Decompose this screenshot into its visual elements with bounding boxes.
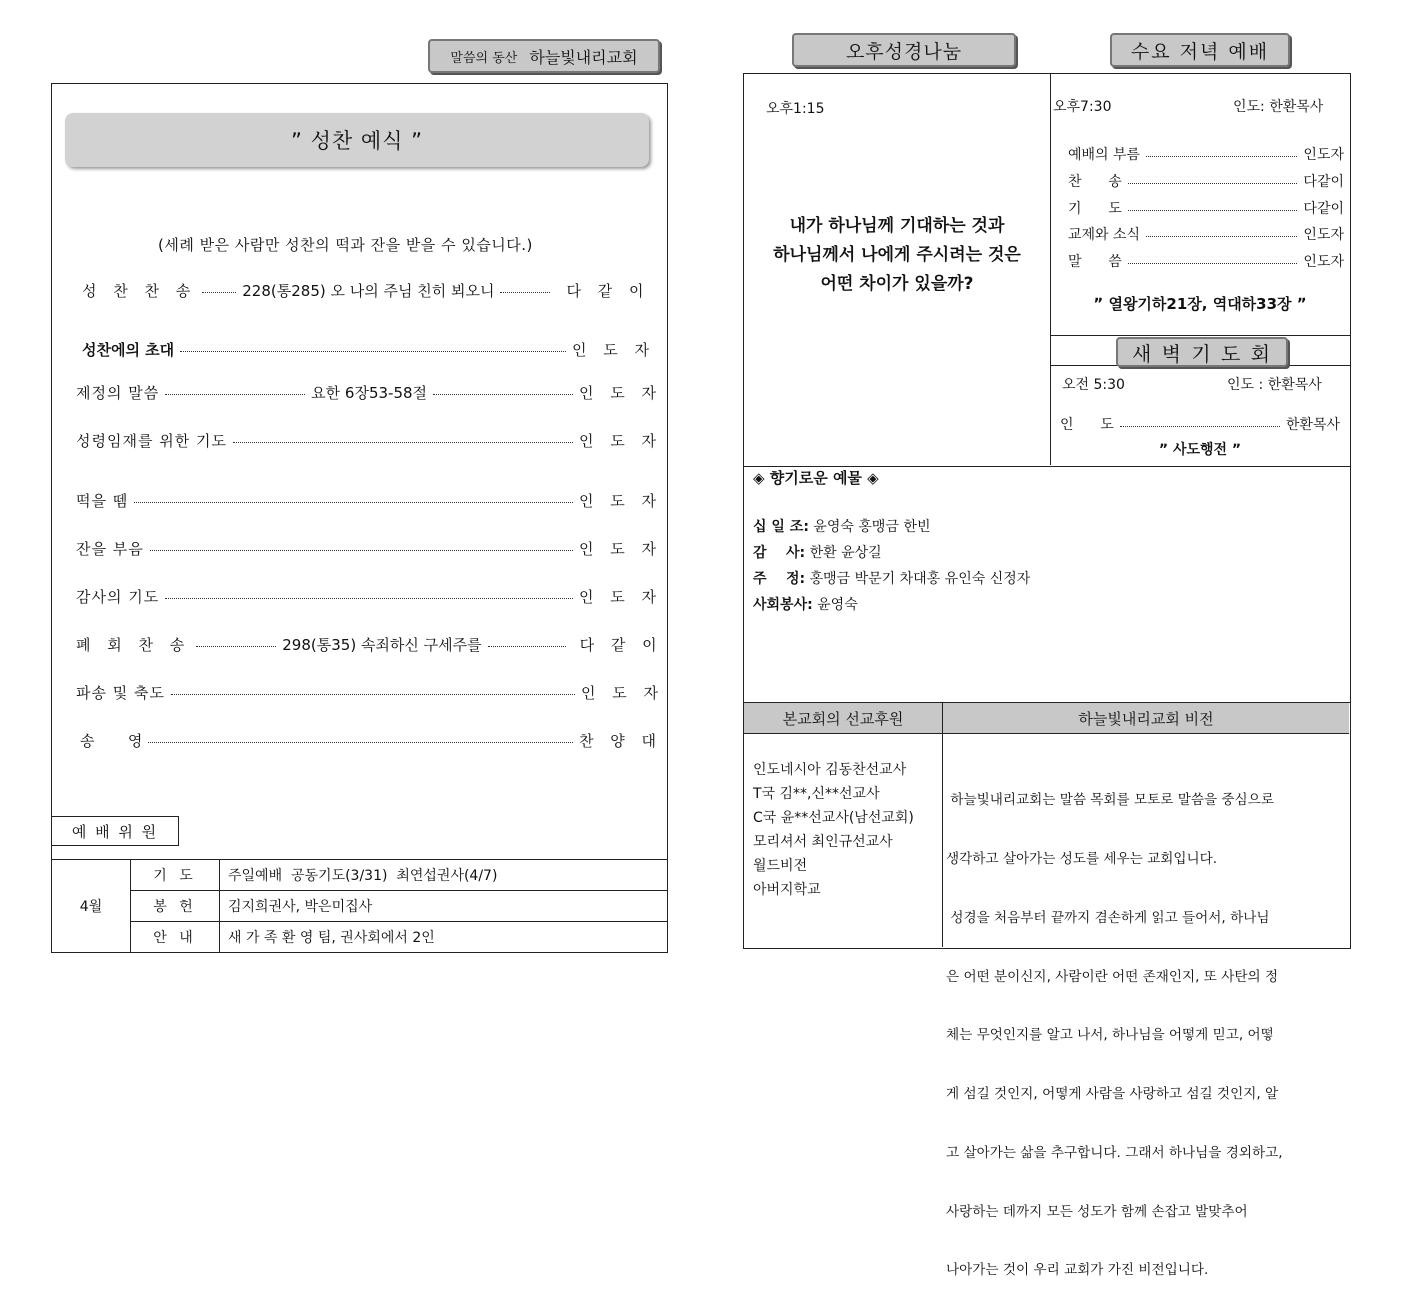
question-line: 내가 하나님께 기대하는 것과 xyxy=(789,216,1005,236)
list-item: 모리셔서 최인규선교사 xyxy=(753,834,893,850)
order-row-benediction xyxy=(76,682,664,703)
dawn-row xyxy=(1060,414,1340,434)
order-middle: 298(통35) 속죄하신 구세주를 xyxy=(282,636,482,654)
question-line: 어떤 차이가 있을까? xyxy=(820,274,974,294)
vision-line: 하늘빛내리교회는 말씀 목회를 모토로 말씀을 중심으로 xyxy=(946,792,1274,809)
missions-vision-divider xyxy=(942,733,943,947)
dawn-prayer-tag xyxy=(1116,337,1288,367)
order-label: 말 씀 xyxy=(1068,254,1122,270)
leader-dots xyxy=(180,351,566,352)
order-right: 인도자 xyxy=(1303,147,1344,163)
committee-month: 4월 xyxy=(52,860,131,953)
order-label: 성찬에의 초대 xyxy=(82,341,175,359)
order-label: 떡을 뗌 xyxy=(76,492,129,510)
wed-order-row xyxy=(1068,171,1344,191)
vision-text xyxy=(946,752,1346,1301)
vision-line: 사랑하는 데까지 모든 성도가 함께 손잡고 발맞추어 xyxy=(946,1203,1248,1220)
wednesday-service-tag xyxy=(1110,33,1290,67)
order-right: 인 도 자 xyxy=(578,492,662,510)
leader-dots xyxy=(134,502,573,503)
committee-value: 주일예배 공동기도(3/31) 최연섭권사(4/7) xyxy=(220,860,668,891)
leader-dots xyxy=(165,394,305,395)
dawn-time: 오전 5:30 xyxy=(1062,377,1125,393)
leader-dots xyxy=(150,550,573,551)
order-row-bread xyxy=(76,490,662,511)
leader-dots xyxy=(1146,156,1297,157)
leader-dots xyxy=(488,646,566,647)
vision-line: 게 섬길 것인지, 어떻게 사람을 사랑하고 섬길 것인지, 알 xyxy=(946,1086,1279,1103)
wed-order-row xyxy=(1068,198,1344,218)
order-right: 인도자 xyxy=(1303,227,1344,243)
committee-label-box xyxy=(51,816,179,846)
missions-header-text: 본교회의 선교후원 xyxy=(782,709,904,728)
leader-dots xyxy=(202,292,236,293)
order-row-thanksgiving xyxy=(76,586,662,607)
church-header-tag xyxy=(428,39,660,73)
order-middle: 요한 6장53-58절 xyxy=(311,384,428,402)
leader-dots xyxy=(233,442,573,443)
order-right: 인 도 자 xyxy=(578,540,662,558)
leader-dots xyxy=(165,598,573,599)
leader-dots xyxy=(500,292,550,293)
header-prefix: 말씀의 동산 xyxy=(450,50,518,66)
list-item: T국 김**,신**선교사 xyxy=(753,786,880,802)
vision-line: 은 어떤 분이신지, 사람이란 어떤 존재인지, 또 사탄의 정 xyxy=(946,968,1279,985)
communion-title-bar xyxy=(65,113,649,167)
table-row xyxy=(52,891,668,922)
dawn-row-right: 한환목사 xyxy=(1285,417,1340,433)
order-row-invitation xyxy=(82,339,655,360)
committee-value: 김지희권사, 박은미집사 xyxy=(220,891,668,922)
afternoon-study-tag xyxy=(792,33,1016,67)
offering-names: 한환 윤상길 xyxy=(809,545,882,561)
dawn-scripture: ˮ 사도행전 ˮ xyxy=(1158,442,1242,458)
leader-dots xyxy=(433,394,573,395)
committee-role: 기 도 xyxy=(131,860,220,891)
order-row-hymn-opening xyxy=(82,280,655,301)
offering-list xyxy=(753,514,1030,618)
order-middle: 228(통285) 오 나의 주님 친히 뵈오니 xyxy=(242,282,495,300)
vision-header xyxy=(943,703,1349,734)
wednesday-leader: 인도: 한환목사 xyxy=(1233,99,1324,115)
vision-line: 나아가는 것이 우리 교회가 가진 비전입니다. xyxy=(946,1262,1209,1279)
offering-names: 윤영숙 홍맹금 한빈 xyxy=(813,519,931,535)
order-row-hymn-closing xyxy=(76,634,664,655)
leader-dots xyxy=(1128,183,1298,184)
order-right: 인 도 자 xyxy=(578,588,662,606)
offering-names: 홍맹금 박문기 차대홍 유인숙 신정자 xyxy=(809,571,1031,587)
order-right: 다 같 이 xyxy=(579,636,663,654)
offering-label: 주 정: xyxy=(753,571,806,587)
order-label: 찬 송 xyxy=(1068,174,1122,190)
vision-header-text: 하늘빛내리교회 비전 xyxy=(1078,709,1214,728)
list-item: C국 윤**선교사(남선교회) xyxy=(753,810,914,826)
order-right: 인 도 자 xyxy=(578,384,662,402)
vertical-divider xyxy=(1050,73,1051,465)
table-row xyxy=(52,922,668,953)
vision-line: 성경을 처음부터 끝까지 겸손하게 읽고 들어서, 하나님 xyxy=(946,909,1270,926)
vision-line: 고 살아가는 삶을 추구합니다. 그래서 하나님을 경외하고, xyxy=(946,1144,1283,1161)
committee-role: 봉 헌 xyxy=(131,891,220,922)
committee-role: 안 내 xyxy=(131,922,220,953)
leader-dots xyxy=(1120,426,1280,427)
dawn-row-label: 인 도 xyxy=(1060,417,1114,433)
order-right: 인 도 자 xyxy=(578,432,662,450)
dawn-leader: 인도 : 한환목사 xyxy=(1227,377,1322,393)
communion-notice: (세례 받은 사람만 성찬의 떡과 잔을 받을 수 있습니다.) xyxy=(158,236,533,254)
leader-dots xyxy=(148,742,573,743)
committee-table xyxy=(51,859,668,953)
offering-row xyxy=(753,540,1030,566)
missions-header xyxy=(744,703,943,734)
afternoon-question xyxy=(745,212,1049,299)
offering-label: 감 사: xyxy=(753,545,806,561)
leader-dots xyxy=(171,694,575,695)
leader-dots xyxy=(196,646,276,647)
order-right: 찬 양 대 xyxy=(578,732,662,750)
offering-row xyxy=(753,592,1030,618)
offering-label: 사회봉사: xyxy=(753,597,813,613)
leader-dots xyxy=(1128,210,1298,211)
communion-title: ˮ 성찬 예식 ˮ xyxy=(291,129,423,153)
order-label: 파송 및 축도 xyxy=(76,684,165,702)
list-item: 월드비전 xyxy=(753,858,808,874)
committee-value: 새 가 족 환 영 팀, 권사회에서 2인 xyxy=(220,922,668,953)
header-church-name: 하늘빛내리교회 xyxy=(529,47,638,67)
afternoon-study-title: 오후성경나눔 xyxy=(845,40,963,63)
table-row xyxy=(52,860,668,891)
order-label: 기 도 xyxy=(1068,201,1122,217)
order-row-cup xyxy=(76,538,662,559)
order-row-words xyxy=(76,382,662,403)
offering-names: 윤영숙 xyxy=(817,597,858,613)
leader-dots xyxy=(1146,236,1297,237)
order-label: 송 영 xyxy=(80,732,143,750)
question-line: 하나님께서 나에게 주시려는 것은 xyxy=(773,245,1021,265)
order-right: 인 도 자 xyxy=(580,684,664,702)
offering-row xyxy=(753,514,1030,540)
missions-list xyxy=(753,758,914,902)
list-item: 인도네시아 김동찬선교사 xyxy=(753,762,907,778)
list-item: 아버지학교 xyxy=(753,882,821,898)
order-label: 성령임재를 위한 기도 xyxy=(76,432,227,450)
order-label: 잔을 부음 xyxy=(76,540,144,558)
order-row-epiclesis xyxy=(76,430,662,451)
offering-row xyxy=(753,566,1030,592)
wed-order-row xyxy=(1068,251,1344,271)
order-right: 다같이 xyxy=(1303,174,1344,190)
order-label: 교제와 소식 xyxy=(1068,227,1141,243)
offering-label: 십 일 조: xyxy=(753,519,809,535)
dawn-prayer-title: 새 벽 기 도 회 xyxy=(1131,341,1273,366)
afternoon-time: 오후1:15 xyxy=(766,101,825,117)
wednesday-time: 오후7:30 xyxy=(1053,99,1112,115)
wed-order-row xyxy=(1068,224,1344,244)
wednesday-scripture: ˮ 열왕기하21장, 역대하33장 ˮ xyxy=(1093,295,1307,313)
order-label: 성 찬 찬 송 xyxy=(82,282,197,300)
order-label: 예배의 부름 xyxy=(1068,147,1141,163)
order-right: 인도자 xyxy=(1303,254,1344,270)
vision-line: 생각하고 살아가는 성도를 세우는 교회입니다. xyxy=(946,850,1218,867)
vision-line: 체는 무엇인지를 알고 나서, 하나님을 어떻게 믿고, 어떻 xyxy=(946,1027,1274,1044)
order-right: 인 도 자 xyxy=(571,341,655,359)
offering-title: ◈ 향기로운 예물 ◈ xyxy=(753,469,879,487)
committee-label: 예 배 위 원 xyxy=(71,822,159,841)
order-right: 다 같 이 xyxy=(566,282,650,300)
dawn-divider-top xyxy=(1050,335,1350,336)
order-label: 폐 회 찬 송 xyxy=(76,636,191,654)
order-label: 제정의 말씀 xyxy=(76,384,160,402)
leader-dots xyxy=(1128,263,1298,264)
order-row-doxology xyxy=(80,730,662,751)
wed-order-row xyxy=(1068,144,1344,164)
order-right: 다같이 xyxy=(1303,201,1344,217)
wednesday-service-title: 수요 저녁 예배 xyxy=(1130,40,1270,63)
order-label: 감사의 기도 xyxy=(76,588,160,606)
